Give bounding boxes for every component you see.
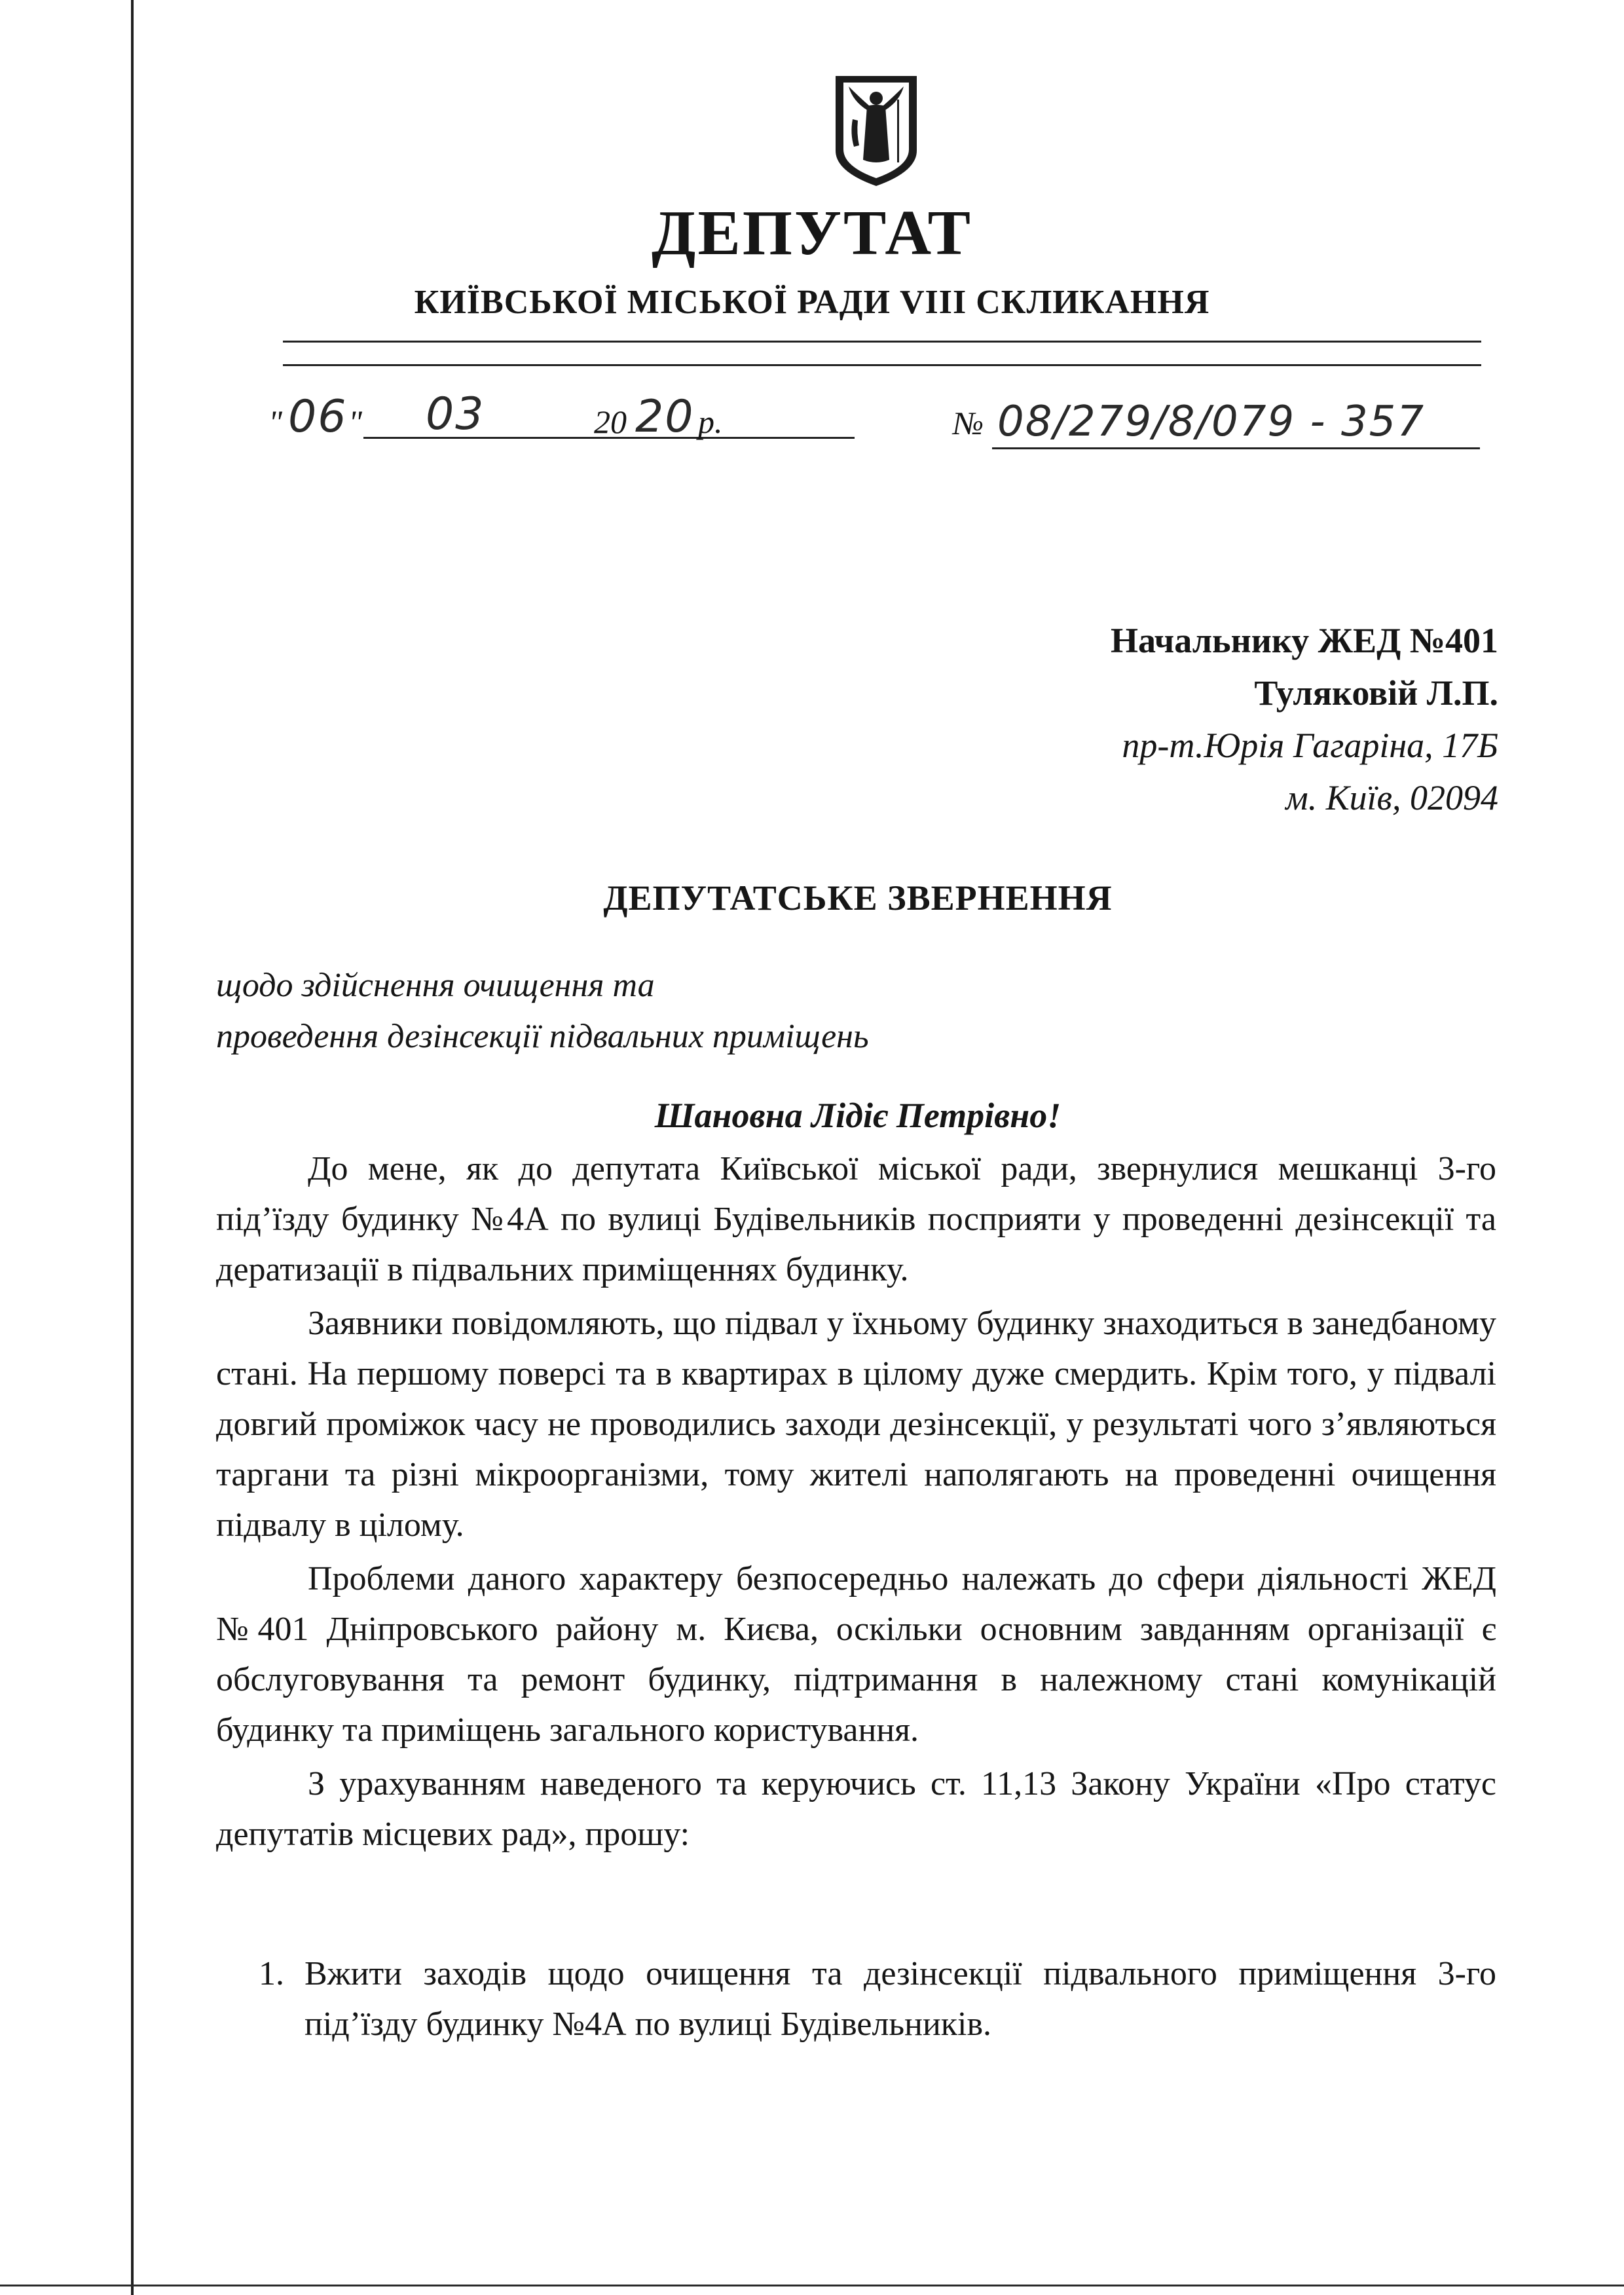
date-year-mark: р. [698,403,723,440]
letter-body [216,1144,1496,1859]
addressee-name: Туляковій Л.П. [1254,673,1498,713]
list-item-text: Вжити заходів щодо очищення та дезінсекції підвального приміщення 3-го під’їзду будинку №4А по вулиці Будівельників. [304,1955,1496,2043]
subject-line-1: щодо здійснення очищення та [216,967,655,1004]
left-margin-line [131,0,134,2295]
greeting: Шановна Лідіє Петрівно! [654,1096,1061,1135]
addressee-city: м. Київ, 02094 [1285,778,1498,817]
body-paragraph: До мене, як до депутата Київської міської ради, звернулися мешканці 3-го під’їзду будинку №4А по вулиці Будівельників посприяти у проведенні дезінсекції та дератизації в підвальних приміщеннях будинку. [216,1150,1496,1288]
addressee-position: Начальнику ЖЕД №401 [1110,621,1498,660]
body-paragraph: З урахуванням наведеного та керуючись ст. 11,13 Закону України «Про статус депутатів місцевих рад», прошу: [216,1765,1496,1853]
date-close-quote: " [348,403,362,440]
date-year-prefix: 20 [594,403,627,440]
list-item [259,1949,1496,2049]
addressee-block [1111,614,1498,824]
bottom-edge-line [0,2285,1624,2286]
date-open-quote: " [268,403,282,440]
subject-line-2: проведення дезінсекції підвальних приміщень [216,1018,869,1055]
reference-underline [992,447,1480,449]
reference-block [953,396,1480,449]
request-list [259,1949,1496,2049]
letterhead-title: ДЕПУТАТ [652,198,972,269]
date-month: 03 [426,388,485,440]
header-divider-top [283,341,1481,343]
body-paragraph: Заявники повідомляють, що підвал у їхньому будинку знаходиться в занедбаному стані. На першому поверсі та в квартирах в цілому дуже смердить. Крім того, у підвалі довгий проміжок часу не проводились заходи дезінсекції, у результаті чого з’являються таргани та різні мікроорганізми, тому жителі наполягають на проведенні очищення підвалу в цілому. [216,1305,1496,1544]
date-year-suffix: 20 [635,391,695,443]
header-divider-bottom [283,364,1481,366]
body-paragraph: Проблеми даного характеру безпосередньо належать до сфери діяльності ЖЕД №401 Дніпровського району м. Києва, оскільки основним завданням організації є обслуговування та ремонт будинку, підтримання в належному стані комунікацій будинку та приміщень загального користування. [216,1560,1496,1749]
list-item-number: 1. [259,1955,284,1992]
addressee-street: пр-т.Юрія Гагаріна, 17Б [1122,726,1498,765]
document-title: ДЕПУТАТСЬКЕ ЗВЕРНЕННЯ [603,878,1113,918]
document-subject [216,960,869,1062]
letterhead-subtitle: КИЇВСЬКОЇ МІСЬКОЇ РАДИ VIII СКЛИКАННЯ [414,284,1210,321]
reference-number: 08/279/8/079 - 357 [997,398,1426,446]
kyiv-coat-of-arms-icon [833,73,919,189]
date-day: 06 [288,391,348,443]
reference-label: № [953,405,984,441]
